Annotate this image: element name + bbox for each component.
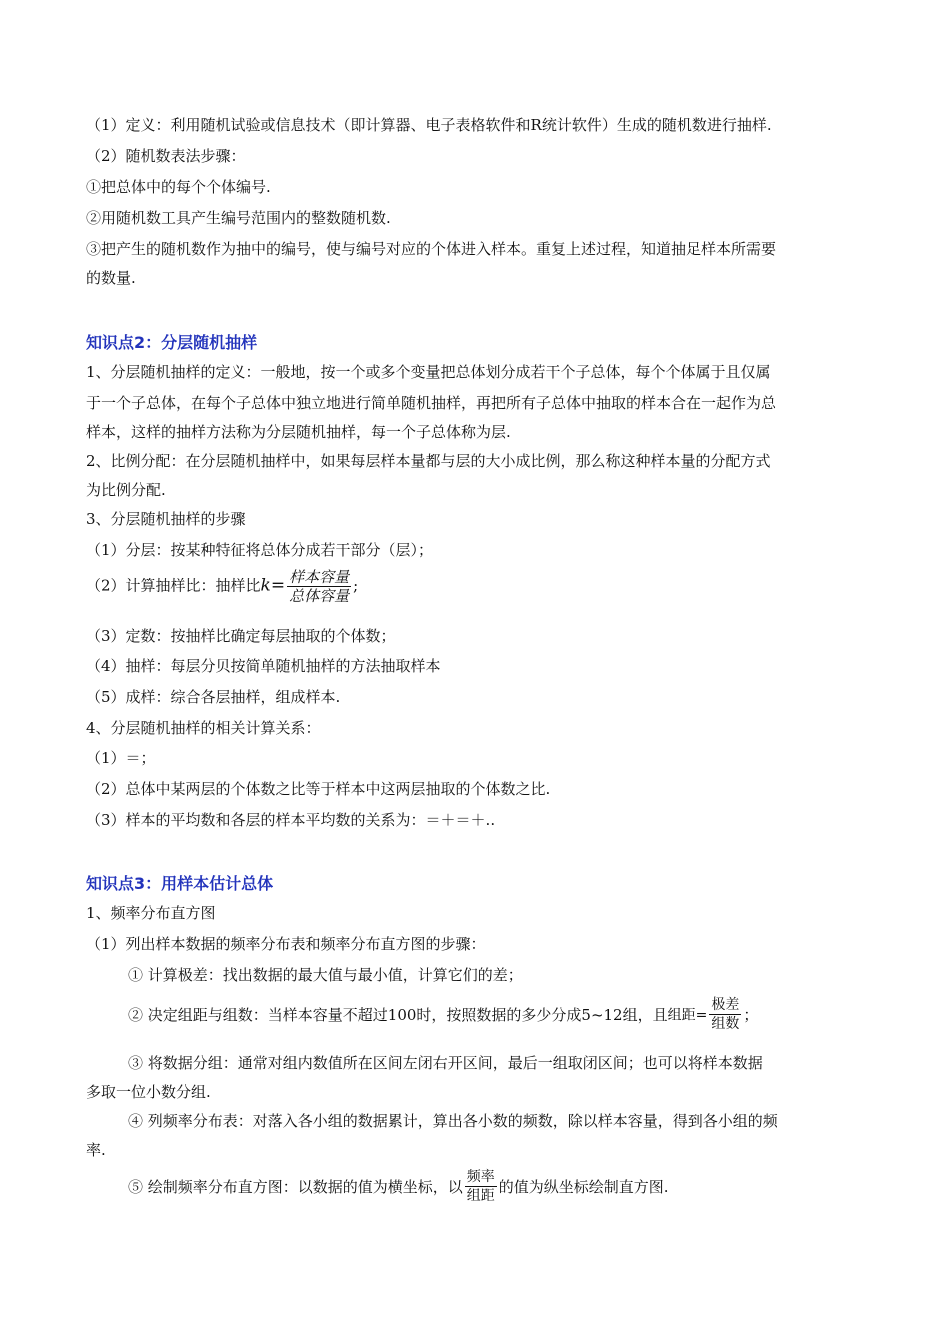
- definition-line: （1）定义：利用随机试验或信息技术（即计算器、电子表格软件和R统计软件）生成的随机数进行抽样.: [86, 116, 772, 134]
- sampling-ratio-prefix: （2）计算抽样比：抽样比: [86, 576, 261, 595]
- draw-histogram-suffix: 的值为纵坐标绘制直方图.: [498, 1178, 669, 1196]
- class-width-fraction: [709, 996, 741, 1033]
- stratified-steps-title: 3、分层随机抽样的步骤: [86, 510, 246, 528]
- histogram-steps-title: （1）列出样本数据的频率分布表和频率分布直方图的步骤：: [86, 935, 486, 953]
- relations-title: 4、分层随机抽样的相关计算关系：: [86, 719, 321, 737]
- fraction-numerator: 样本容量: [289, 568, 350, 586]
- class-width-step: [128, 996, 758, 1033]
- histogram-title: 1、频率分布直方图: [86, 904, 216, 922]
- stratified-definition-line-2: 于一个子总体，在每个子总体中独立地进行简单随机抽样，再把所有子总体中抽取的样本合在一起作为总: [86, 394, 777, 412]
- sampling-ratio-suffix: ;: [353, 576, 359, 595]
- grouping-step-line-1: ③ 将数据分组：通常对组内数值所在区间左闭右开区间，最后一组取闭区间；也可以将样本数据: [128, 1054, 763, 1072]
- fraction-numerator: 频率: [466, 1169, 495, 1185]
- compose-step: （5）成样：综合各层抽样，组成样本.: [86, 688, 341, 706]
- fraction-denominator: 总体容量: [289, 587, 350, 605]
- ratio-variable: k: [260, 575, 271, 596]
- sampling-ratio-fraction: [287, 568, 351, 605]
- proportional-allocation-line-2: 为比例分配.: [86, 481, 166, 499]
- grouping-step-line-2: 多取一位小数分组.: [86, 1083, 211, 1101]
- draw-histogram-step: [128, 1168, 669, 1205]
- range-step: ① 计算极差：找出数据的最大值与最小值，计算它们的差；: [128, 966, 523, 984]
- fraction-denominator: 组距: [466, 1188, 495, 1204]
- count-step: （3）定数：按抽样比确定每层抽取的个体数；: [86, 627, 396, 645]
- section-3-heading: 知识点3：用样本估计总体: [86, 874, 274, 893]
- step-3-continuation: 的数量.: [86, 269, 136, 287]
- stratified-definition-line-1: 1、分层随机抽样的定义：一般地，按一个或多个变量把总体划分成若干个子总体，每个个体属于且仅属: [86, 363, 771, 381]
- fraction-numerator: 极差: [711, 997, 740, 1013]
- class-width-suffix: ；: [743, 1006, 759, 1024]
- random-table-steps-title: （2）随机数表法步骤：: [86, 147, 246, 165]
- frequency-table-step-line-1: ④ 列频率分布表：对落入各小组的数据累计，算出各小数的频数，除以样本容量，得到各小组的频: [128, 1112, 778, 1130]
- sampling-ratio-step: [86, 568, 358, 605]
- fraction-denominator: 组数: [711, 1016, 740, 1032]
- section-2-heading: 知识点2：分层随机抽样: [86, 333, 258, 352]
- step-3-line: ③把产生的随机数作为抽中的编号，使与编号对应的个体进入样本。重复上述过程，知道抽足样本所需要: [86, 240, 777, 258]
- draw-histogram-prefix: ⑤ 绘制频率分布直方图：以数据的值为横坐标，以: [128, 1178, 463, 1196]
- relation-2: （2）总体中某两层的个体数之比等于样本中这两层抽取的个体数之比.: [86, 780, 551, 798]
- frequency-table-step-line-2: 率.: [86, 1141, 106, 1159]
- relation-3: （3）样本的平均数和各层的样本平均数的关系为：＝＋＝＋..: [86, 811, 496, 829]
- class-width-lhs: 组距=: [667, 1007, 708, 1024]
- frequency-per-width-fraction: [465, 1168, 497, 1205]
- class-width-prefix: ② 决定组距与组数：当样本容量不超过100时，按照数据的多少分成5~12组，且: [128, 1006, 668, 1024]
- step-2-line: ②用随机数工具产生编号范围内的整数随机数.: [86, 209, 391, 227]
- step-1-line: ①把总体中的每个个体编号.: [86, 178, 271, 196]
- stratified-definition-line-3: 样本，这样的抽样方法称为分层随机抽样，每一个子总体称为层.: [86, 423, 511, 441]
- relation-1: （1）＝；: [86, 749, 156, 767]
- equals-sign: =: [270, 575, 286, 596]
- stratify-step: （1）分层：按某种特征将总体分成若干部分（层）；: [86, 541, 434, 559]
- sample-step: （4）抽样：每层分贝按简单随机抽样的方法抽取样本: [86, 657, 441, 675]
- proportional-allocation-line-1: 2、比例分配：在分层随机抽样中，如果每层样本量都与层的大小成比例，那么称这种样本量的分配方式: [86, 452, 771, 470]
